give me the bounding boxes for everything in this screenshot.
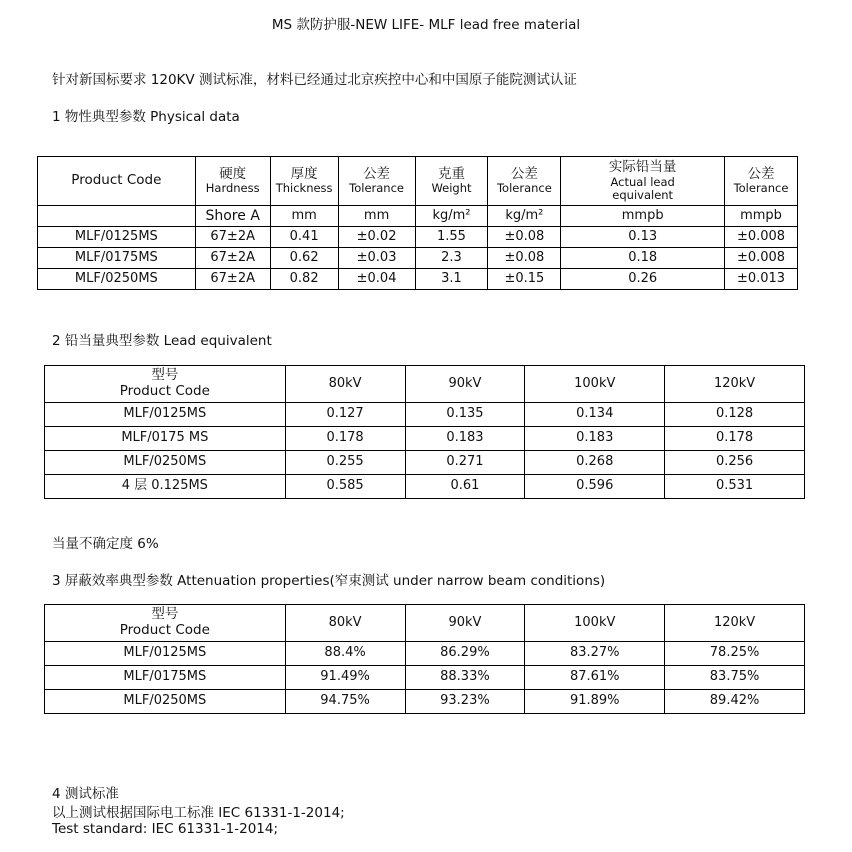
table-cell: 0.596	[525, 475, 665, 499]
table-cell: 0.271	[405, 451, 525, 475]
table-cell: 0.128	[665, 403, 805, 427]
header-cell: 厚度 Thickness	[270, 157, 338, 206]
header-cell: 120kV	[665, 605, 805, 642]
table-cell: MLF/0250MS	[38, 269, 196, 290]
table-cell: 0.178	[665, 427, 805, 451]
table-cell: ±0.02	[338, 227, 415, 248]
table-cell: ±0.008	[725, 248, 798, 269]
table-cell: ±0.03	[338, 248, 415, 269]
header-cell: 100kV	[525, 605, 665, 642]
physical-data-table	[37, 156, 798, 290]
header-cell: 120kV	[665, 366, 805, 403]
table-cell: 0.183	[525, 427, 665, 451]
table-cell: 67±2A	[195, 269, 270, 290]
table-cell: 88.4%	[285, 642, 405, 666]
table-row	[38, 248, 798, 269]
table-cell: 91.49%	[285, 666, 405, 690]
table-cell: MLF/0175 MS	[45, 427, 286, 451]
units-row	[38, 206, 798, 227]
table-cell: 0.183	[405, 427, 525, 451]
unit-cell: Shore A	[195, 206, 270, 227]
table-row	[45, 690, 805, 714]
table-cell: MLF/0250MS	[45, 451, 286, 475]
table-row	[45, 642, 805, 666]
header-cell: 90kV	[405, 366, 525, 403]
table-cell: 0.531	[665, 475, 805, 499]
table-cell: 89.42%	[665, 690, 805, 714]
table-cell: MLF/0125MS	[45, 403, 286, 427]
table-cell: 0.13	[561, 227, 725, 248]
table-cell: 0.178	[285, 427, 405, 451]
table-cell: 0.135	[405, 403, 525, 427]
table-header-row	[38, 157, 798, 206]
table-cell: 1.55	[415, 227, 488, 248]
unit-cell: mm	[338, 206, 415, 227]
table-cell: 0.268	[525, 451, 665, 475]
table-cell: 0.585	[285, 475, 405, 499]
header-cell: 克重 Weight	[415, 157, 488, 206]
header-cell: 硬度 Hardness	[195, 157, 270, 206]
table-cell: 0.255	[285, 451, 405, 475]
table-cell: ±0.15	[488, 269, 561, 290]
table-cell: 0.134	[525, 403, 665, 427]
table-header-row	[45, 605, 805, 642]
header-cell: 公差 Tolerance	[725, 157, 798, 206]
header-cell: 100kV	[525, 366, 665, 403]
table-cell: 67±2A	[195, 227, 270, 248]
table-header-row	[45, 366, 805, 403]
table-cell: 91.89%	[525, 690, 665, 714]
table-cell: 3.1	[415, 269, 488, 290]
table-cell: ±0.013	[725, 269, 798, 290]
header-cell: Product Code	[38, 157, 196, 206]
table-cell: 94.75%	[285, 690, 405, 714]
unit-cell: kg/m²	[415, 206, 488, 227]
table-cell: MLF/0125MS	[38, 227, 196, 248]
table-cell: 0.256	[665, 451, 805, 475]
header-cell: 公差 Tolerance	[488, 157, 561, 206]
section3-heading: 3 屏蔽效率典型参数 Attenuation properties(窄束测试 under narrow beam conditions)	[52, 573, 606, 589]
lead-equivalent-table	[44, 365, 805, 499]
table-cell: 78.25%	[665, 642, 805, 666]
table-cell: 0.61	[405, 475, 525, 499]
header-cell: 90kV	[405, 605, 525, 642]
table-cell: 0.62	[270, 248, 338, 269]
table-cell: 0.41	[270, 227, 338, 248]
table-cell: 0.127	[285, 403, 405, 427]
table-row	[45, 666, 805, 690]
header-cell: 80kV	[285, 366, 405, 403]
unit-cell: mm	[270, 206, 338, 227]
table-cell: ±0.008	[725, 227, 798, 248]
header-cell: 型号 Product Code	[45, 605, 286, 642]
table-cell: MLF/0125MS	[45, 642, 286, 666]
table-cell: 4 层 0.125MS	[45, 475, 286, 499]
unit-cell: mmpb	[725, 206, 798, 227]
section4-heading: 4 测试标准	[52, 786, 119, 802]
table-cell: 0.26	[561, 269, 725, 290]
header-cell: 公差 Tolerance	[338, 157, 415, 206]
table-cell: MLF/0175MS	[38, 248, 196, 269]
table-cell: 83.75%	[665, 666, 805, 690]
table-cell: 0.82	[270, 269, 338, 290]
table-cell: 88.33%	[405, 666, 525, 690]
table-cell: MLF/0250MS	[45, 690, 286, 714]
test-standard-cn: 以上测试根据国际电工标准 IEC 61331-1-2014;	[52, 805, 345, 821]
table-row	[45, 475, 805, 499]
header-cell: 80kV	[285, 605, 405, 642]
unit-cell: mmpb	[561, 206, 725, 227]
table-cell: 2.3	[415, 248, 488, 269]
table-cell: ±0.04	[338, 269, 415, 290]
table-row	[45, 403, 805, 427]
table-cell: 0.18	[561, 248, 725, 269]
table-cell: 93.23%	[405, 690, 525, 714]
table-row	[45, 427, 805, 451]
test-standard-en: Test standard: IEC 61331-1-2014;	[52, 821, 279, 837]
table-row	[38, 227, 798, 248]
uncertainty-note: 当量不确定度 6%	[52, 536, 159, 552]
header-cell: 实际铅当量 Actual lead equivalent	[561, 157, 725, 206]
section1-heading: 1 物性典型参数 Physical data	[52, 109, 240, 125]
page-title: MS 款防护服-NEW LIFE- MLF lead free material	[271, 17, 581, 33]
table-cell: 86.29%	[405, 642, 525, 666]
table-cell: 87.61%	[525, 666, 665, 690]
table-cell: 67±2A	[195, 248, 270, 269]
section2-heading: 2 铅当量典型参数 Lead equivalent	[52, 333, 272, 349]
table-cell: 83.27%	[525, 642, 665, 666]
unit-cell: kg/m²	[488, 206, 561, 227]
table-cell: MLF/0175MS	[45, 666, 286, 690]
table-row	[38, 269, 798, 290]
table-row	[45, 451, 805, 475]
table-cell: ±0.08	[488, 227, 561, 248]
header-cell: 型号 Product Code	[45, 366, 286, 403]
unit-cell	[38, 206, 196, 227]
table-cell: ±0.08	[488, 248, 561, 269]
intro-text: 针对新国标要求 120KV 测试标准，材料已经通过北京疾控中心和中国原子能院测试认证	[52, 72, 577, 88]
attenuation-table	[44, 604, 805, 714]
